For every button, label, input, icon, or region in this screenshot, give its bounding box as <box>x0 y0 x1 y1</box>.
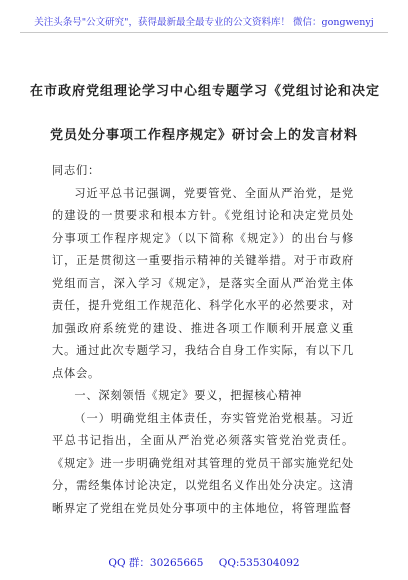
footer <box>0 555 408 570</box>
footer-qq-group: QQ 群：30265665 <box>108 557 204 569</box>
footer-qq-contact: QQ:535304092 <box>218 557 300 569</box>
greeting: 同志们： <box>52 164 100 177</box>
document-body <box>52 160 354 520</box>
paragraph-1: 习近平总书记强调，党要管党、全面从严治党，是党的建设的一贯要求和根本方针。《党组讨论和决定党员处分事项工作程序规定》（以下简称《规定》）的出台与修订，正是贯彻这一重要指示精神的关键举措。对于市政府党组而言，深入学习《规定》，是落实全面从严治党主体责任，提升党组工作规范化、科学化水平的必然要求，对加强政府系统党的建设、推进各项工作顺利开展意义重大。通过此次专题学习，我结合自身工作实际，有以下几点体会。 <box>52 186 354 380</box>
document-title-line-1: 在市政府党组理论学习中心组专题学习《党组讨论和决定 <box>30 84 381 99</box>
header-banner <box>20 10 388 33</box>
header-banner-text: 关注头条号"公文研究"，获得最新最全最专业的公文资料库！ 微信：gongwenyj <box>34 17 374 28</box>
document-title-line-2: 党员处分事项工作程序规定》研讨会上的发言材料 <box>49 128 358 143</box>
paragraph-2: （一）明确党组主体责任，夯实管党治党根基。习近平总书记指出，全面从严治党必须落实管党治党责任。《规定》进一步明确党组对其管理的党员干部实施党纪处分，需经集体讨论决定，以党组名义作出处分决定。这清晰界定了党组在党员处分事项中的主体地位，将管理监督 <box>52 411 354 515</box>
section-heading-1: 一、深刻领悟《规定》要义，把握核心精神 <box>74 389 303 402</box>
